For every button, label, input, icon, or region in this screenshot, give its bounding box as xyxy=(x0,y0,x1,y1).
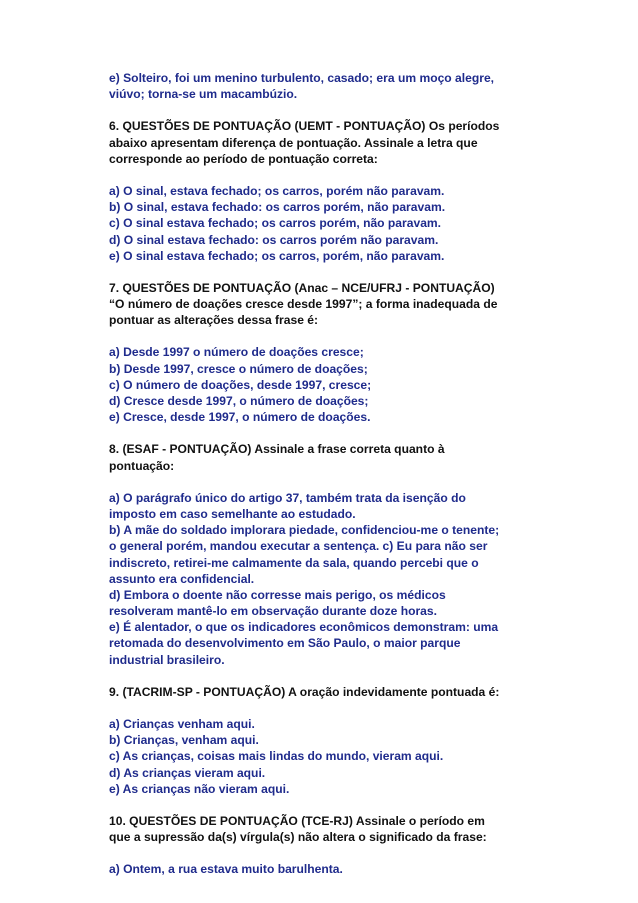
answer-options xyxy=(109,70,529,102)
answer-line: d) As crianças vieram aqui. xyxy=(109,765,266,780)
answer-line: c) O sinal estava fechado; os carros porém, não paravam. xyxy=(109,216,442,231)
answer-line: e) O sinal estava fechado; os carros, porém, não paravam. xyxy=(109,248,445,263)
paragraph-gap xyxy=(109,264,529,280)
paragraph-gap xyxy=(109,328,529,344)
paragraph-gap xyxy=(109,102,529,118)
answer-line: c) As crianças, coisas mais lindas do mundo, vieram aqui. xyxy=(109,749,444,764)
answer-line: a) O parágrafo único do artigo 37, também trata da isenção do xyxy=(109,490,466,505)
answer-line: a) Desde 1997 o número de doações cresce; xyxy=(109,345,364,360)
answer-line: b) O sinal, estava fechado: os carros porém, não paravam. xyxy=(109,200,446,215)
answer-line: retomada do desenvolvimento em São Paulo, o maior parque xyxy=(109,636,461,651)
paragraph-gap xyxy=(109,425,529,441)
paragraph-gap xyxy=(109,845,529,861)
answer-line: e) Cresce, desde 1997, o número de doações. xyxy=(109,410,371,425)
answer-options xyxy=(109,344,529,425)
answer-line: e) As crianças não vieram aqui. xyxy=(109,781,290,796)
question-line: corresponde ao período de pontuação correta: xyxy=(109,151,378,166)
answer-line: indiscreto, retirei-me calmamente da sala, quando percebi que o xyxy=(109,555,479,570)
question-paragraph xyxy=(109,441,529,473)
answer-line: e) É alentador, o que os indicadores econômicos demonstram: uma xyxy=(109,620,499,635)
question-line: que a supressão da(s) vírgula(s) não altera o significado da frase: xyxy=(109,830,487,845)
question-line: 9. (TACRIM-SP - PONTUAÇÃO) A oração indevidamente pontuada é: xyxy=(109,684,500,699)
paragraph-gap xyxy=(109,668,529,684)
question-paragraph xyxy=(109,280,529,329)
question-line: 8. (ESAF - PONTUAÇÃO) Assinale a frase correta quanto à xyxy=(109,442,445,457)
answer-line: e) Solteiro, foi um menino turbulento, casado; era um moço alegre, xyxy=(109,71,495,85)
answer-line: d) O sinal estava fechado: os carros porém não paravam. xyxy=(109,232,439,247)
answer-line: a) O sinal, estava fechado; os carros, porém não paravam. xyxy=(109,183,445,198)
answer-line: o general porém, mandou executar a sentença. c) Eu para não ser xyxy=(109,539,488,554)
answer-options xyxy=(109,716,529,797)
answer-line: c) O número de doações, desde 1997, cresce; xyxy=(109,377,372,392)
answer-line: viúvo; torna-se um macambúzio. xyxy=(109,87,298,102)
answer-line: b) Crianças, venham aqui. xyxy=(109,733,259,748)
paragraph-gap xyxy=(109,167,529,183)
answer-line: d) Cresce desde 1997, o número de doações; xyxy=(109,394,369,408)
question-line: 10. QUESTÕES DE PONTUAÇÃO (TCE-RJ) Assinale o período em xyxy=(109,813,485,828)
question-line: pontuar as alterações dessa frase é: xyxy=(109,313,319,328)
answer-line: b) Desde 1997, cresce o número de doações; xyxy=(109,361,368,376)
answer-line: a) Crianças venham aqui. xyxy=(109,717,255,731)
answer-line: resolveram mantê-lo em observação durante doze horas. xyxy=(109,604,437,619)
answer-options xyxy=(109,490,529,668)
paragraph-gap xyxy=(109,474,529,490)
answer-options xyxy=(109,861,529,877)
question-line: pontuação: xyxy=(109,458,175,473)
question-line: 7. QUESTÕES DE PONTUAÇÃO (Anac – NCE/UFRJ - PONTUAÇÃO) xyxy=(109,280,495,295)
question-paragraph xyxy=(109,118,529,167)
question-line: 6. QUESTÕES DE PONTUAÇÃO (UEMT - PONTUAÇÃO) Os períodos xyxy=(109,119,500,134)
answer-options xyxy=(109,183,529,264)
paragraph-gap xyxy=(109,797,529,813)
answer-line: imposto em caso semelhante ao estudado. xyxy=(109,506,356,521)
answer-line: d) Embora o doente não corresse mais perigo, os médicos xyxy=(109,587,446,602)
document-page xyxy=(109,70,529,878)
question-line: abaixo apresentam diferença de pontuação. Assinale a letra que xyxy=(109,135,478,150)
answer-line: assunto era confidencial. xyxy=(109,571,255,586)
question-line: “O número de doações cresce desde 1997”; a forma inadequada de xyxy=(109,297,498,312)
answer-line: b) A mãe do soldado implorara piedade, confidenciou-me o tenente; xyxy=(109,523,500,538)
answer-line: industrial brasileiro. xyxy=(109,652,225,667)
question-paragraph xyxy=(109,813,529,845)
answer-line: a) Ontem, a rua estava muito barulhenta. xyxy=(109,862,343,877)
paragraph-gap xyxy=(109,700,529,716)
question-paragraph xyxy=(109,684,529,700)
